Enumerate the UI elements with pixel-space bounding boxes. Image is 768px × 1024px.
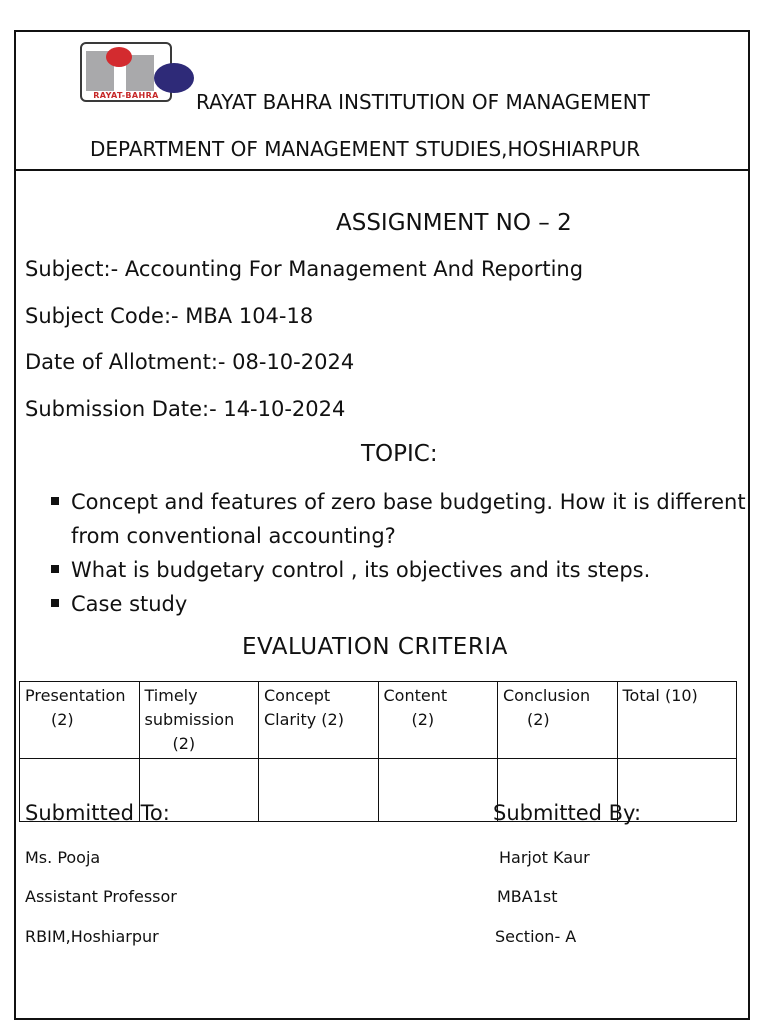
column-label: Concept Clarity (2) <box>264 686 344 729</box>
topic-heading: TOPIC: <box>361 441 438 467</box>
evaluation-heading: EVALUATION CRITERIA <box>242 634 508 660</box>
bullet-icon <box>51 565 59 573</box>
institution-logo <box>78 41 198 105</box>
column-label: Presentation <box>25 686 126 705</box>
bullet-icon <box>51 497 59 505</box>
column-timely-submission <box>139 682 259 759</box>
column-label: Timely submission <box>144 686 235 729</box>
subject-code-line: Subject Code:- MBA 104-18 <box>25 304 314 328</box>
assignment-title: ASSIGNMENT NO – 2 <box>336 210 572 236</box>
student-name: Harjot Kaur <box>499 848 590 867</box>
column-marks: (2) <box>172 734 196 753</box>
topic-item <box>25 553 750 587</box>
topic-item <box>25 587 750 621</box>
teacher-designation: Assistant Professor <box>25 887 177 906</box>
column-label: Content <box>383 686 448 705</box>
submission-date-line: Submission Date:- 14-10-2024 <box>25 397 346 421</box>
topic-item-text: Concept and features of zero base budgeting. How it is different from conventional accounting? <box>71 490 746 548</box>
column-content <box>378 682 498 759</box>
allotment-date-line: Date of Allotment:- 08-10-2024 <box>25 350 355 374</box>
student-section: Section- A <box>495 927 577 946</box>
logo-text: RAYAT-BAHRA <box>93 91 159 100</box>
column-marks: (2) <box>527 710 550 729</box>
submitted-by-heading: Submitted By: <box>493 801 642 825</box>
score-cell <box>378 759 498 822</box>
department-name: DEPARTMENT OF MANAGEMENT STUDIES,HOSHIARPUR <box>90 137 641 161</box>
teacher-institute: RBIM,Hoshiarpur <box>25 927 159 946</box>
column-label: Conclusion <box>503 686 591 705</box>
column-total <box>617 682 737 759</box>
submitted-to-heading: Submitted To: <box>25 801 170 825</box>
institution-name: RAYAT BAHRA INSTITUTION OF MANAGEMENT <box>196 90 650 114</box>
logo-red-dot <box>106 47 132 67</box>
subject-line: Subject:- Accounting For Management And Reporting <box>25 257 584 281</box>
column-label: Total (10) <box>622 686 698 705</box>
topic-item-text: Case study <box>71 592 188 616</box>
topic-item-text: What is budgetary control , its objectives and its steps. <box>71 558 651 582</box>
logo-blue-dot <box>154 63 194 93</box>
column-conclusion <box>498 682 618 759</box>
teacher-name: Ms. Pooja <box>25 848 101 867</box>
student-class: MBA1st <box>497 887 558 906</box>
table-header-row <box>20 682 737 759</box>
score-cell <box>259 759 379 822</box>
column-marks: (2) <box>51 710 74 729</box>
bullet-icon <box>51 599 59 607</box>
header-divider <box>14 169 750 171</box>
column-marks: (2) <box>411 710 435 729</box>
topic-item <box>25 485 750 553</box>
column-presentation <box>20 682 140 759</box>
column-concept-clarity <box>259 682 379 759</box>
topic-list <box>25 485 750 621</box>
